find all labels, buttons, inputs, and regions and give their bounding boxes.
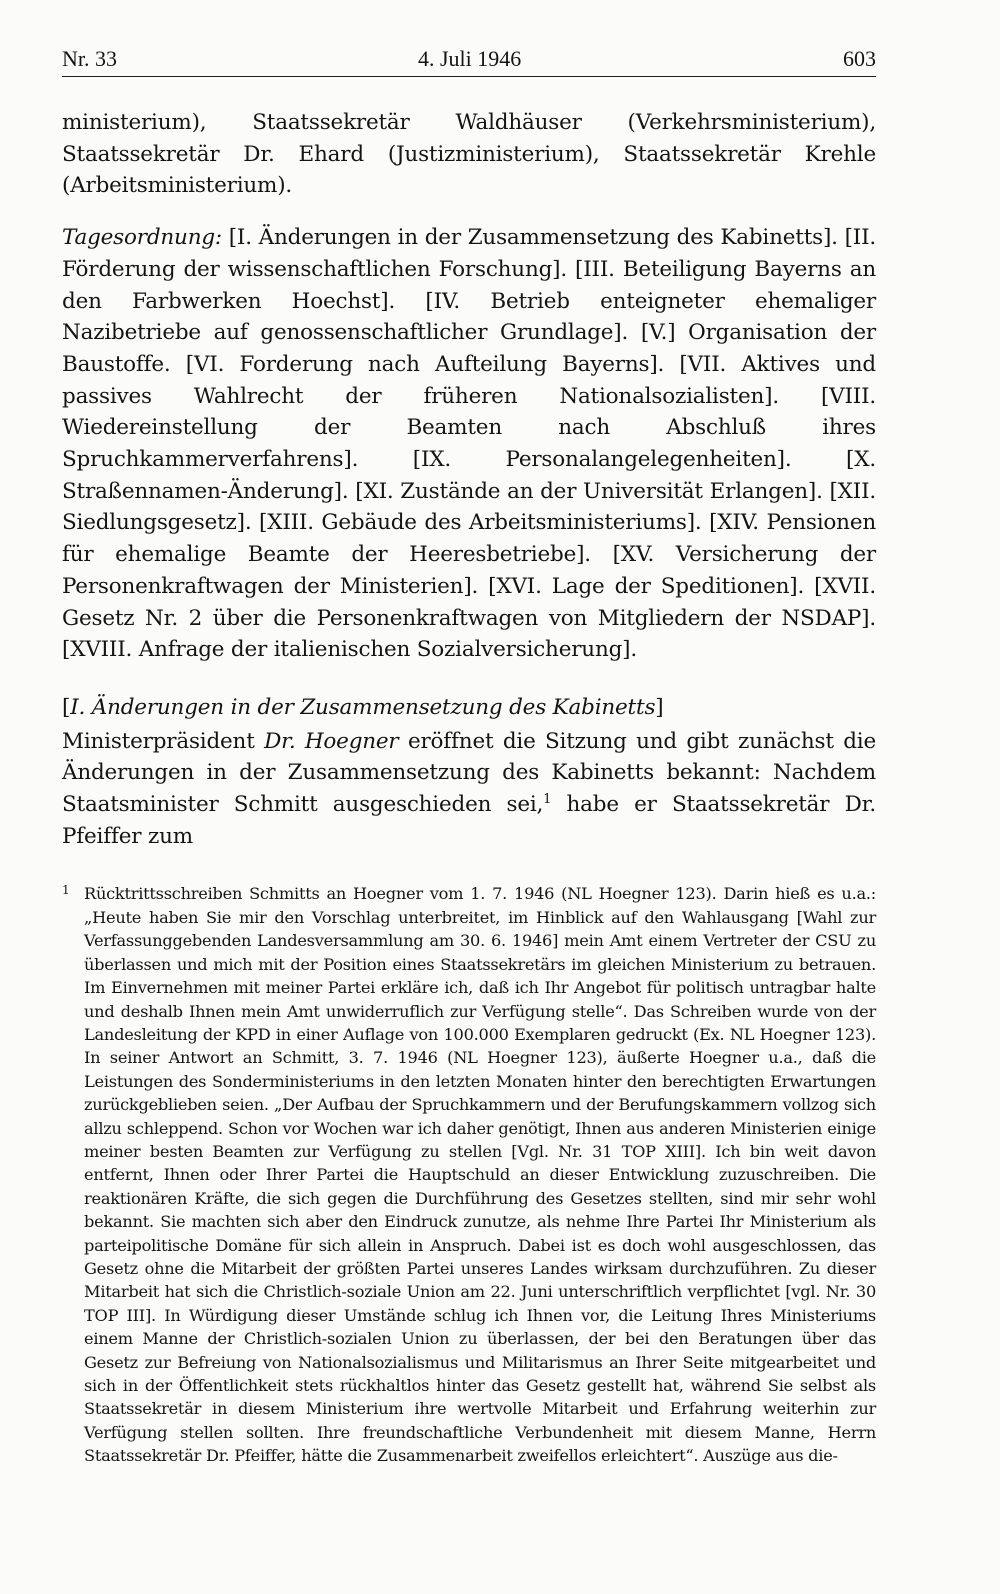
page-number: 603 — [843, 46, 876, 71]
footnote-text: Rücktrittsschreiben Schmitts an Hoegner vom 1. 7. 1946 (NL Hoegner 123). Darin hieß es u.a.: „Heute haben Sie mir den Vorschlag unterbreitet, im Hinblick auf den Wahlausgang [Wahl zur Verfassunggebenden Landesversammlung am 30. 6. 1946] mein Amt einem Vertreter der CSU zu überlassen und mich mit der Position eines Staatssekretärs im gleichen Ministerium zu betrauen. Im Einvernehmen mit meiner Partei erkläre ich, daß ich Ihr Angebot für politisch untragbar halte und deshalb Ihnen mein Amt unwiderruflich zur Verfügung stelle“. Das Schreiben wurde von der Landesleitung der KPD in einer Auflage von 100.000 Exemplaren gedruckt (Ex. NL Hoegner 123). In seiner Antwort an Schmitt, 3. 7. 1946 (NL Hoegner 123), äußerte Hoegner u.a., daß die Leistungen des Sonderministeriums in den letzten Monaten hinter den berechtigten Erwartungen zurückgeblieben seien. „Der Aufbau der Spruchkammern und der Berufungskammern vollzog sich allzu schleppend. Schon vor Wochen war ich daher genötigt, Ihnen aus anderen Ministerien einige meiner besten Beamten zur Verfügung zu stellen [Vgl. Nr. 31 TOP XIII]. Ich bin weit davon entfernt, Ihnen oder Ihrer Partei die Hauptschuld an dieser Entwicklung zuzuschreiben. Die reaktionären Kräfte, die sich gegen die Durchführung des Gesetzes stellten, sind mir sehr wohl bekannt. Sie machten sich aber den Eindruck zunutze, als nehme Ihre Partei Ihr Ministerium als parteipolitische Domäne für sich allein in Anspruch. Dabei ist es doch wohl ausgeschlossen, das Gesetz ohne die Mitarbeit der größten Partei unseres Landes wirksam durchzuführen. Zu dieser Mitarbeit hat sich die Christlich-soziale Union am 22. Juni unterschriftlich verpflichtet [vgl. Nr. 30 TOP III]. In Würdigung dieser Umstände schlug ich Ihnen vor, die Leitung Ihres Ministeriums einem Manne der Christlich-sozialen Union zu überlassen, der bei den Beratungen über das Gesetz zur Befreiung von Nationalsozialismus und Militarismus an Ihrer Seite mitgearbeitet und sich in der Öffentlichkeit stets rückhaltlos hinter das Gesetz gestellt hat, während Sie selbst als Staatssekretär in diesem Ministerium ihre wertvolle Mitarbeit und Erfahrung weiterhin zur Verfügung stellen sollten. Ihre freundschaftliche Verbundenheit mit diesem Manne, Herrn Staatssekretär Dr. Pfeiffer, hätte die Zusammenarbeit zweifellos erleichtert“. Auszüge aus die- — [84, 884, 876, 1466]
agenda-items: [I. Änderungen in der Zusammensetzung des Kabinetts]. [II. Förderung der wissenschaftlichen Forschung]. [III. Beteiligung Bayerns an den Farbwerken Hoechst]. [IV. Betrieb enteigneter ehemaliger Nazibetriebe auf genossenschaftlicher Grundlage]. [V.] Organisation der Baustoffe. [VI. Forderung nach Aufteilung Bayerns]. [VII. Aktives und passives Wahlrecht der früheren Nationalsozialisten]. [VIII. Wiedereinstellung der Beamten nach Abschluß ihres Spruchkammerverfahrens]. [IX. Personalangelegenheiten]. [X. Straßennamen-Änderung]. [XI. Zustände an der Universität Erlangen]. [XII. Siedlungsgesetz]. [XIII. Gebäude des Arbeitsministeriums]. [XIV. Pensionen für ehemalige Beamte der Heeresbetriebe]. [XV. Versicherung der Personenkraftwagen der Ministerien]. [XVI. Lage der Speditionen]. [XVII. Gesetz Nr. 2 über die Personenkraftwagen von Mitgliedern der NSDAP]. [XVIII. Anfrage der italienischen Sozialversicherung]. — [62, 225, 876, 663]
agenda-paragraph — [62, 222, 876, 666]
main-paragraph — [62, 726, 876, 853]
footnote-reference[interactable]: 1 — [543, 791, 552, 807]
document-page — [62, 44, 876, 1468]
running-header — [62, 44, 876, 80]
footnote-mark: 1 — [62, 883, 70, 898]
section-bracket-close: ] — [655, 694, 664, 720]
main-text-1: eröffnet die Sitzung und gibt zunächst die Änderungen in der Zusammensetzung des Kabinetts bekannt: Nachdem Staatsminister Schmitt ausgeschieden sei, — [62, 728, 877, 818]
attendees-paragraph: ministerium), Staatssekretär Waldhäuser (Verkehrsministerium), Staatssekretär Dr. Ehard (Justizministerium), Staatssekretär Krehle (Arbeitsministerium). — [62, 110, 876, 199]
main-text-2: habe er Staatssekretär Dr. Pfeiffer zum — [62, 792, 877, 849]
section-heading — [62, 692, 876, 724]
footnote-section — [62, 882, 876, 1467]
document-number: Nr. 33 — [62, 46, 117, 71]
section-bracket-open: [ — [62, 694, 71, 720]
section-title: I. Änderungen in der Zusammensetzung des Kabinetts — [70, 694, 656, 720]
speaker-name: Dr. Hoegner — [264, 728, 399, 754]
main-prefix: Ministerpräsident — [62, 728, 265, 754]
session-date: 4. Juli 1946 — [418, 46, 522, 71]
agenda-label: Tagesordnung: — [62, 225, 222, 251]
